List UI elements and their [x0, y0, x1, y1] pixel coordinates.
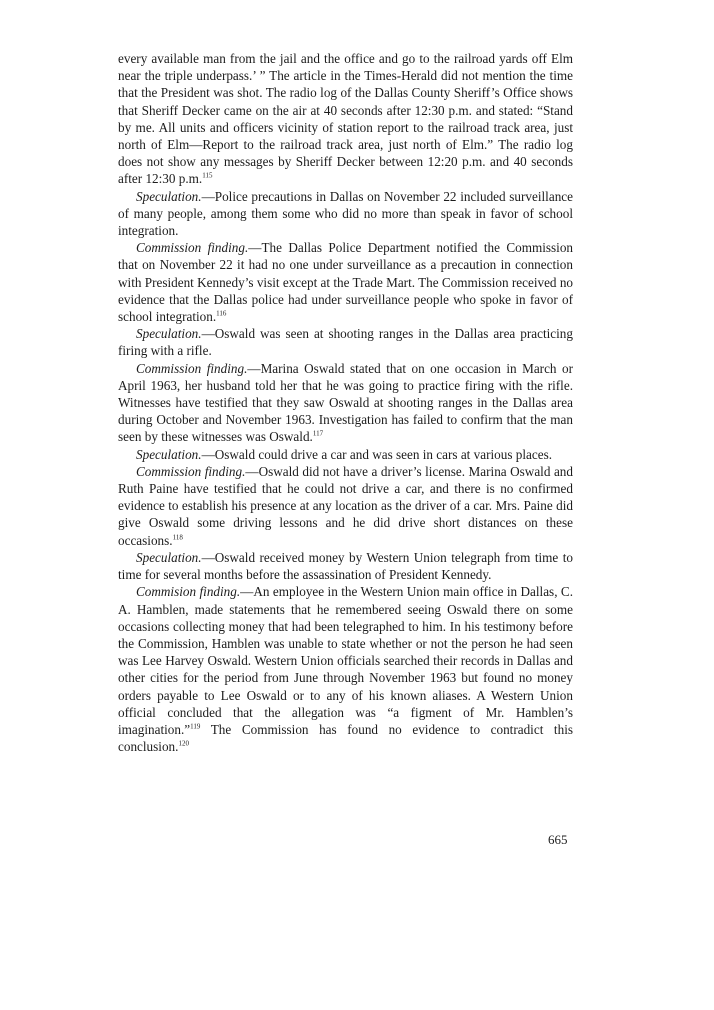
paragraph-radio-log	[118, 50, 573, 188]
speculation-label: Speculation.	[136, 446, 202, 462]
commission-finding-label: Commision finding.	[136, 584, 241, 600]
speculation-label: Speculation.	[136, 326, 202, 342]
footnote-marker: 119	[190, 722, 201, 731]
paragraph-finding-driving	[118, 463, 573, 549]
commission-finding-label: Commission finding.	[136, 360, 248, 376]
footnote-marker: 118	[172, 533, 183, 542]
paragraph-speculation-surveillance	[118, 188, 573, 240]
paragraph-text: —Oswald did not have a driver’s license. Marina Oswald and Ruth Paine have testified that he could not drive a car, and there is no confirmed evidence to establish his presence at any location as the driver of a car. Mrs. Paine did give Oswald some driving lessons and he did drive short distances on these occasions.	[118, 463, 573, 548]
paragraph-text: —An employee in the Western Union main office in Dallas, C. A. Hamblen, made statements that he remembered seeing Oswald there on some occasions collecting money that had been telegraphed to him. In his testimony before the Commission, Hamblen was unable to state whether or not the person he had seen was Lee Harvey Oswald. Western Union officials searched their records in Dallas and other cities for the period from June through November 1963 but found no money orders payable to Lee Oswald or to any of his known aliases. A Western Union official concluded that the allegation was “a figment of Mr. Hamblen’s imagination.”	[118, 584, 573, 737]
paragraph-speculation-shooting-ranges	[118, 325, 573, 359]
paragraph-speculation-western-union	[118, 549, 573, 583]
paragraph-text: —Marina Oswald stated that on one occasion in March or April 1963, her husband told her that he was going to practice firing with the rifle. Witnesses have testified that they saw Oswald at shooting ranges in the Dallas area during October and November 1963. Investigation has failed to confirm that the man seen by these witnesses was Oswald.	[118, 360, 573, 445]
footnote-marker: 116	[216, 309, 227, 318]
paragraph-text-tail: The Commission has found no evidence to contradict this conclusion.	[118, 721, 573, 755]
paragraph-finding-shooting-ranges	[118, 360, 573, 446]
page-number: 665	[548, 832, 568, 847]
speculation-label: Speculation.	[136, 188, 202, 204]
paragraph-finding-surveillance	[118, 239, 573, 325]
footnote-marker: 115	[202, 172, 213, 181]
speculation-label: Speculation.	[136, 549, 202, 565]
paragraph-text: every available man from the jail and the office and go to the railroad yards off Elm near the triple underpass.’ ” The article in the Times-Herald did not mention the time that the President was shot. The radio log of the Dallas County Sheriff’s Office shows that Sheriff Decker came on the air at 40 seconds after 12:30 p.m. and stated: “Stand by me. All units and officers vicinity of station report to the railroad track area, just north of Elm—Report to the railroad track area, just north of Elm.” The radio log does not show any messages by Sheriff Decker between 12:20 p.m. and 40 seconds after 12:30 p.m.	[118, 51, 573, 187]
footnote-marker: 117	[312, 430, 324, 439]
paragraph-text: —Police precautions in Dallas on November 22 included surveillance of many people, among them some who did no more than speak in favor of school integration.	[118, 188, 573, 239]
footnote-marker: 120	[178, 739, 189, 748]
paragraph-text: —Oswald received money by Western Union telegraph from time to time for several months before the assassination of President Kennedy.	[118, 549, 573, 583]
commission-finding-label: Commission finding.	[136, 463, 246, 479]
paragraph-speculation-driving	[118, 446, 573, 463]
paragraph-text: —The Dallas Police Department notified the Commission that on November 22 it had no one under surveillance as a precaution in connection with President Kennedy’s visit except at the Trade Mart. The Commission received no evidence that the Dallas police had under surveillance people who spoke in favor of school integration.	[118, 240, 574, 325]
paragraph-finding-western-union	[118, 583, 573, 755]
document-body	[118, 50, 573, 755]
paragraph-text: —Oswald was seen at shooting ranges in the Dallas area practicing firing with a rifle.	[118, 326, 573, 359]
commission-finding-label: Commission finding.	[136, 240, 249, 256]
paragraph-text: —Oswald could drive a car and was seen in cars at various places.	[201, 446, 553, 462]
